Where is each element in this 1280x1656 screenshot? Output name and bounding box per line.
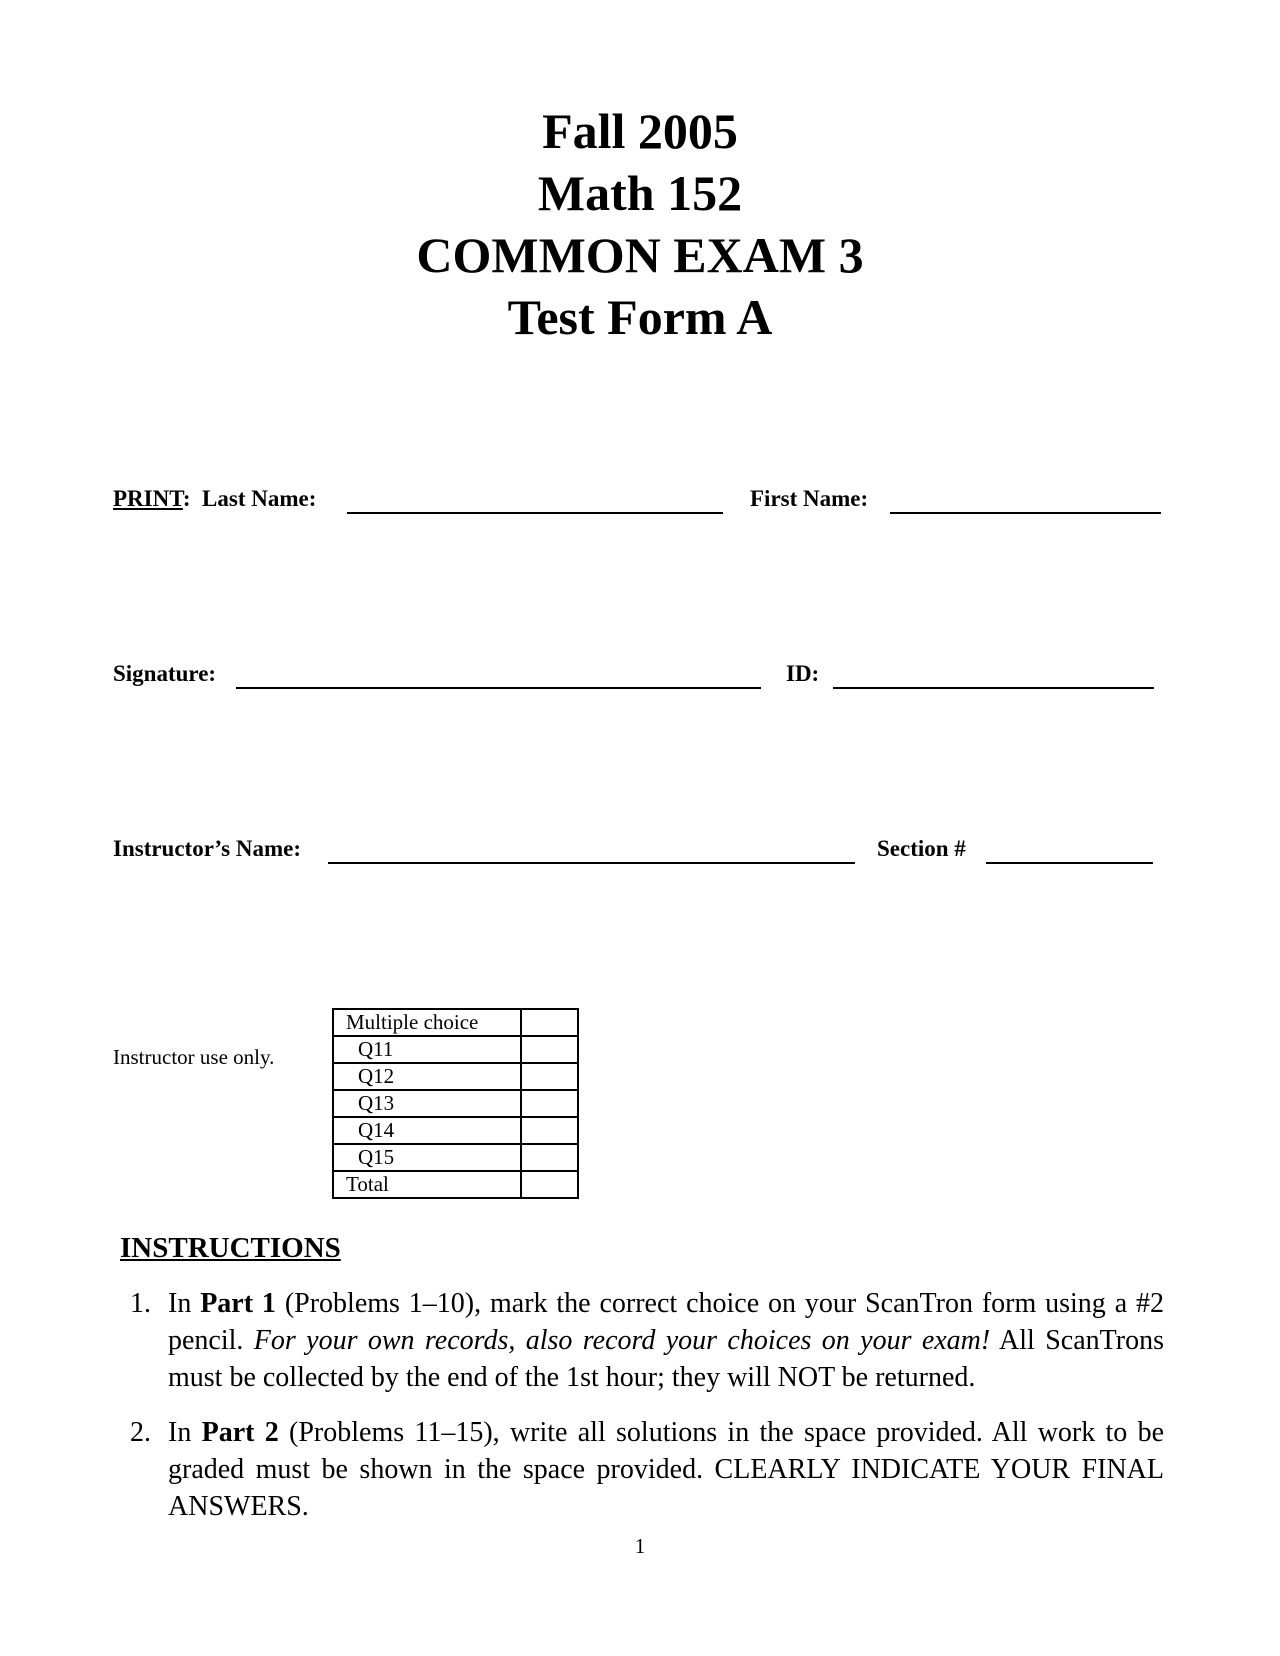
list-item: [130, 1414, 1164, 1525]
title-form: Test Form A: [507, 289, 773, 345]
title-term: Fall 2005: [542, 103, 738, 159]
grade-row-label: Total: [333, 1171, 521, 1198]
grade-score-cell: [521, 1036, 578, 1063]
instructions-heading: INSTRUCTIONS: [120, 1232, 341, 1264]
instructor-row: [113, 836, 1171, 876]
last-name-label: [113, 486, 316, 512]
table-row: [333, 1117, 578, 1144]
table-row: [333, 1171, 578, 1198]
item-italic: For your own records, also record your choices on your exam!: [253, 1325, 991, 1356]
item-text: (Problems 11–15), write all solutions in the space provided. All work to be graded must be shown in the space provided. CLEARLY INDICATE YOUR FINAL ANSWERS.: [168, 1417, 1165, 1522]
print-colon: :: [182, 486, 191, 511]
table-row: [333, 1009, 578, 1036]
item-text: (Problems 1–10), mark the correct choice on your ScanTron form using a #2 pencil.: [168, 1288, 1164, 1356]
title-course: Math 152: [537, 165, 743, 221]
grade-row-label: Q12: [333, 1063, 521, 1090]
first-name-label: First Name:: [750, 486, 869, 511]
grade-table: [332, 1008, 579, 1199]
table-row: [333, 1036, 578, 1063]
item-number: 2.: [130, 1417, 151, 1448]
item-bold: Part 2: [201, 1417, 279, 1448]
grade-score-cell: [521, 1117, 578, 1144]
grade-score-cell: [521, 1171, 578, 1198]
grade-row-label: Q11: [333, 1036, 521, 1063]
instructor-use-note: Instructor use only.: [113, 1045, 275, 1069]
last-name-field[interactable]: [347, 512, 723, 514]
exam-title: [0, 100, 1280, 348]
grade-score-cell: [521, 1144, 578, 1171]
item-text: All ScanTrons must be collected by the end of the 1st hour; they will NOT be returned.: [168, 1325, 1164, 1393]
signature-field[interactable]: [236, 687, 761, 689]
name-row: [113, 486, 1171, 526]
list-item: [130, 1285, 1164, 1396]
section-field[interactable]: [986, 862, 1153, 864]
table-row: [333, 1063, 578, 1090]
instructor-name-label: Instructor’s Name:: [113, 836, 301, 861]
table-row: [333, 1090, 578, 1117]
signature-label: Signature:: [113, 661, 217, 686]
section-label: Section #: [877, 836, 966, 861]
grade-row-label: Q14: [333, 1117, 521, 1144]
grade-row-label: Q13: [333, 1090, 521, 1117]
signature-row: [113, 661, 1171, 701]
first-name-field[interactable]: [890, 512, 1161, 514]
table-row: [333, 1144, 578, 1171]
print-label: PRINT: [113, 486, 183, 511]
instructor-name-field[interactable]: [328, 862, 855, 864]
item-text: In: [168, 1288, 201, 1319]
title-exam: COMMON EXAM 3: [416, 227, 864, 283]
grade-score-cell: [521, 1063, 578, 1090]
id-field[interactable]: [833, 687, 1154, 689]
last-name-text: Last Name:: [202, 486, 317, 511]
grade-row-label: Multiple choice: [333, 1009, 521, 1036]
item-bold: Part 1: [200, 1288, 276, 1319]
id-label: ID:: [786, 661, 820, 686]
grade-row-label: Q15: [333, 1144, 521, 1171]
grade-score-cell: [521, 1009, 578, 1036]
instructions-list: [130, 1285, 1164, 1543]
grade-score-cell: [521, 1090, 578, 1117]
item-text: In: [168, 1417, 202, 1448]
item-number: 1.: [130, 1288, 151, 1319]
page-number: 1: [634, 1534, 646, 1558]
